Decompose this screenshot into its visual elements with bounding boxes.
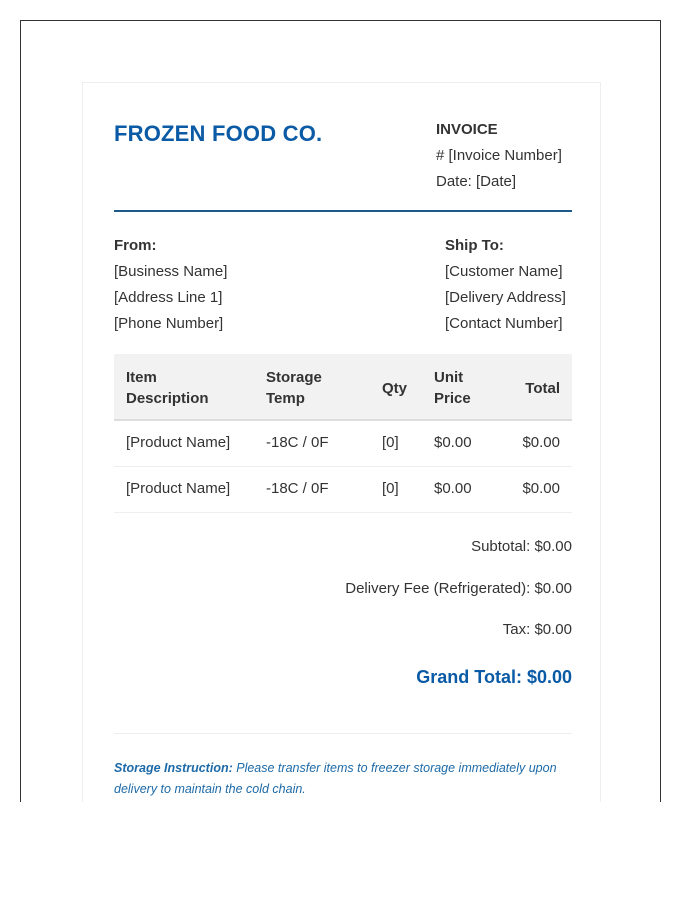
table-row [114,467,572,513]
storage-instruction [114,758,572,800]
row-description: [Product Name] [126,480,231,497]
invoice-meta [436,117,562,195]
from-address [114,233,227,337]
row-storage-temp: -18C / 0F [266,480,329,497]
from-address-line: [Address Line 1] [114,289,223,306]
row-unit-price: $0.00 [434,434,472,451]
header-unit-price [434,367,471,409]
header-divider [114,210,572,212]
company-name: FROZEN FOOD CO. [114,121,323,146]
from-business-name: [Business Name] [114,263,228,280]
row-total: $0.00 [522,434,560,451]
header-qty: Qty [382,380,408,397]
row-description: [Product Name] [126,434,231,451]
table-row [114,421,572,467]
row-unit-price: $0.00 [434,480,472,497]
ship-to-contact: [Contact Number] [445,315,563,332]
invoice-title: INVOICE [436,121,498,138]
from-phone: [Phone Number] [114,315,224,332]
row-qty: [0] [382,480,399,497]
invoice-sheet [82,82,601,802]
header-item-description-line2: Description [126,390,209,407]
header-storage-temp-line2: Temp [266,390,305,407]
header-storage-temp-line1: Storage [266,369,322,386]
header-unit-price-line2: Price [434,390,471,407]
ship-to-heading: Ship To: [445,237,504,254]
header-total: Total [525,380,560,397]
row-qty: [0] [382,434,399,451]
storage-instruction-text: Please transfer items to freezer storage immediately upon delivery to maintain the cold chain. [114,761,557,796]
document-frame [20,20,661,802]
row-storage-temp: -18C / 0F [266,434,329,451]
header-item-description [126,367,209,409]
grand-total: Grand Total: $0.00 [416,667,572,687]
invoice-date: Date: [Date] [436,173,517,190]
from-heading: From: [114,237,157,254]
delivery-fee: Delivery Fee (Refrigerated): $0.00 [345,580,572,597]
header-unit-price-line1: Unit [434,369,464,386]
header-storage-temp [266,367,322,409]
storage-instruction-label: Storage Instruction: [114,761,233,775]
ship-to-address [445,233,566,337]
items-table [114,354,572,513]
ship-to-delivery-address: [Delivery Address] [445,289,566,306]
row-total: $0.00 [522,480,560,497]
header-item-description-line1: Item [126,369,157,386]
tax: Tax: $0.00 [502,621,572,638]
subtotal: Subtotal: $0.00 [471,538,572,555]
ship-to-customer-name: [Customer Name] [445,263,563,280]
invoice-number: # [Invoice Number] [436,147,562,164]
notes-divider [114,733,572,734]
table-header [114,354,572,421]
